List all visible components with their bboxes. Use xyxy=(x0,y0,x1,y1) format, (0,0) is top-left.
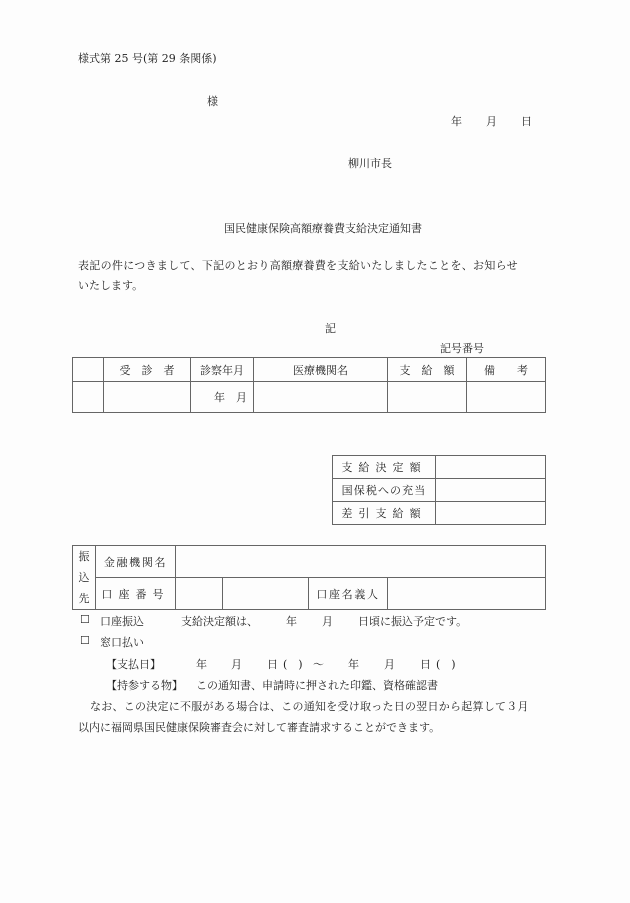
transfer-text-2: 日頃に振込予定です。 xyxy=(358,615,468,628)
date-day: 日 xyxy=(521,115,532,128)
appeal-line-1: なお、この決定に不服がある場合は、この通知を受け取った日の翌日から起算して３月 xyxy=(90,700,529,713)
bring-items-label: 【持参する物】 xyxy=(106,679,183,692)
payment-weekday-1: ( ) xyxy=(283,658,303,671)
side-char-2: 込 xyxy=(78,571,90,584)
date-year: 年 xyxy=(451,115,462,128)
institution-label: 金融機関名 xyxy=(96,546,176,578)
account-number-label: 口座番号 xyxy=(96,578,176,610)
payment-day-1: 日 xyxy=(267,658,278,671)
date-month: 月 xyxy=(486,115,497,128)
summary-label-decision: 支給決定額 xyxy=(333,456,436,479)
counter-label: 窓口払い xyxy=(100,636,144,649)
counter-checkbox[interactable]: ☐ xyxy=(80,634,90,647)
issuer: 柳川市長 xyxy=(348,157,392,170)
header-remarks: 備 考 xyxy=(467,358,546,382)
summary-value-tax[interactable] xyxy=(436,479,546,502)
header-blank xyxy=(73,358,104,382)
cell-institution[interactable] xyxy=(254,382,388,413)
institution-field[interactable] xyxy=(176,546,546,578)
record-number-label: 記号番号 xyxy=(440,342,484,355)
cell-patient[interactable] xyxy=(104,382,191,413)
summary-label-net: 差引支給額 xyxy=(333,502,436,525)
transfer-label: 口座振込 xyxy=(100,615,144,628)
intro-line-2: いたします。 xyxy=(78,279,144,292)
summary-row xyxy=(333,456,546,479)
summary-row xyxy=(333,502,546,525)
account-holder-field[interactable] xyxy=(388,578,546,610)
cell-exam-month[interactable]: 年 月 xyxy=(191,382,254,413)
transfer-year: 年 xyxy=(286,615,297,628)
header-exam-month: 診察年月 xyxy=(191,358,254,382)
summary-row xyxy=(333,479,546,502)
summary-label-tax: 国保税への充当 xyxy=(333,479,436,502)
claim-table xyxy=(72,357,546,413)
summary-value-net[interactable] xyxy=(436,502,546,525)
payment-year-2: 年 xyxy=(348,658,359,671)
bring-items-text: この通知書、申請時に押された印鑑、資格確認書 xyxy=(196,679,438,692)
bank-side-label xyxy=(73,546,96,610)
transfer-month: 月 xyxy=(322,615,333,628)
claim-table-header xyxy=(73,358,546,382)
form-number: 様式第 25 号(第 29 条関係) xyxy=(78,52,217,65)
account-number-field-1[interactable] xyxy=(176,578,223,610)
side-char-3: 先 xyxy=(78,592,90,605)
payment-tilde: ～ xyxy=(313,658,324,671)
header-institution: 医療機関名 xyxy=(254,358,388,382)
table-row xyxy=(73,382,546,413)
side-char-1: 振 xyxy=(78,550,90,563)
summary-value-decision[interactable] xyxy=(436,456,546,479)
transfer-text-1: 支給決定額は、 xyxy=(181,615,258,628)
ki-heading: 記 xyxy=(325,322,336,335)
payment-day-2: 日 xyxy=(420,658,431,671)
summary-table xyxy=(332,455,546,525)
transfer-checkbox[interactable]: ☐ xyxy=(80,613,90,626)
header-patient: 受 診 者 xyxy=(104,358,191,382)
payment-month-1: 月 xyxy=(231,658,242,671)
header-amount: 支 給 額 xyxy=(388,358,467,382)
account-holder-label: 口座名義人 xyxy=(309,578,388,610)
payment-month-2: 月 xyxy=(384,658,395,671)
cell-remarks[interactable] xyxy=(467,382,546,413)
account-number-field-2[interactable] xyxy=(223,578,309,610)
cell-amount[interactable] xyxy=(388,382,467,413)
bank-table xyxy=(72,545,546,610)
payment-weekday-2: ( ) xyxy=(436,658,456,671)
intro-line-1: 表記の件につきまして、下記のとおり高額療養費を支給いたしましたことを、お知らせ xyxy=(78,259,518,272)
document-title: 国民健康保険高額療養費支給決定通知書 xyxy=(224,222,422,235)
payment-year-1: 年 xyxy=(196,658,207,671)
recipient-suffix: 様 xyxy=(207,95,218,108)
cell-blank xyxy=(73,382,104,413)
appeal-line-2: 以内に福岡県国民健康保険審査会に対して審査請求することができます。 xyxy=(78,721,441,734)
payment-day-label: 【支払日】 xyxy=(106,658,161,671)
